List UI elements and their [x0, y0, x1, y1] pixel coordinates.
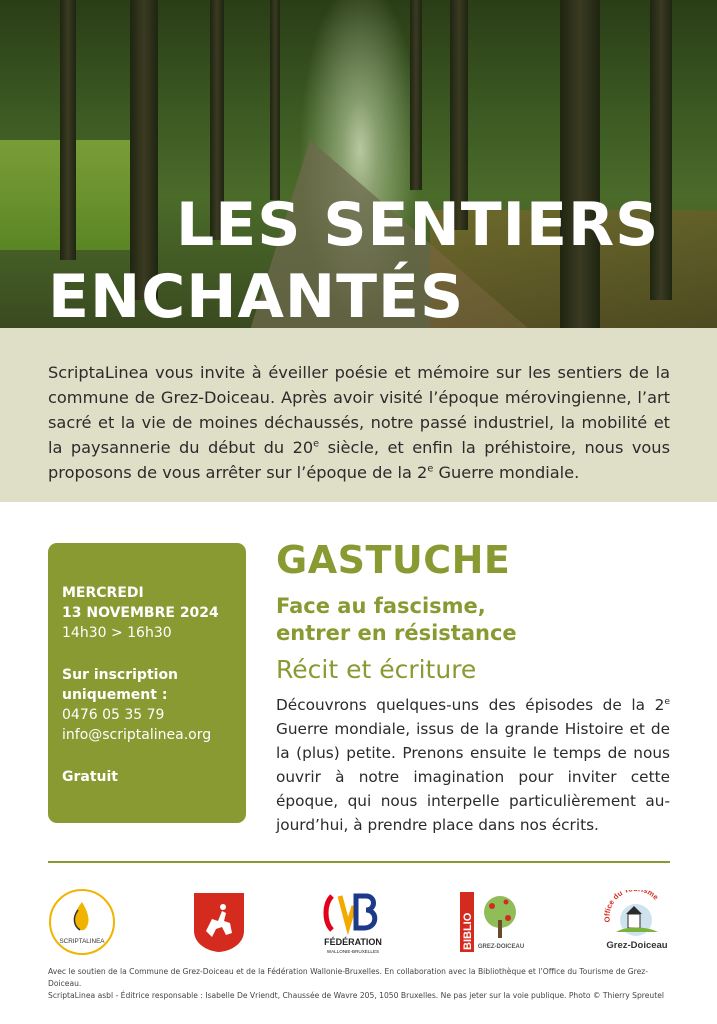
- tree-trunk: [60, 0, 76, 260]
- event-subtitle-line-1: Face au fascisme,: [276, 594, 486, 618]
- event-info-box: [48, 543, 246, 823]
- building-icon: [628, 914, 640, 928]
- footer-line-1: Avec le soutien de la Commune de Grez-Doiceau et de la Fédération Wallonie-Bruxelles. En collaboration avec la Bibliothèque et l’Office du Tourisme de Grez-Doiceau.: [48, 967, 648, 988]
- federation-logo-line-2: WALLONIE-BRUXELLES: [326, 949, 380, 954]
- desc-part2: Guerre mondiale, issus de la grande Histoire et de la (plus) petite. Prenons ensuite le temps de nous ouvrir à notre imagination pour inviter cette époque, qui nous interpelle particulièrement au-jourd’hui, à prendre place dans nos écrits.: [276, 720, 670, 834]
- price-label: Gratuit: [62, 769, 118, 785]
- tourisme-logo-name: Grez-Doiceau: [606, 940, 668, 951]
- event-description: [276, 693, 670, 837]
- hero-photo: [0, 0, 717, 328]
- grez-doiceau-coat-of-arms: [192, 891, 246, 953]
- divider: [48, 861, 670, 863]
- event-time: 14h30 > 16h30: [62, 625, 172, 641]
- desc-sup: e: [664, 695, 670, 707]
- intro-sup2: e: [427, 463, 434, 475]
- intro-text-part3: Guerre mondiale.: [433, 463, 580, 482]
- tourisme-logo-arc-text: Office du T sme: [602, 890, 661, 923]
- tree-trunk: [270, 0, 280, 200]
- intro-text: [48, 360, 670, 485]
- biblio-logo-text: BIBLIO: [462, 912, 474, 950]
- biblio-grez-doiceau-logo: [460, 890, 526, 956]
- event-format: Récit et écriture: [276, 655, 477, 684]
- tree-trunk: [560, 0, 600, 328]
- footer-line-2: ScriptaLinea asbl - Éditrice responsable : Isabelle De Vriendt, Chaussée de Wavre 205, 1050 Bruxelles. Ne pas jeter sur la voie publique. Photo © Thierry Spreutel: [48, 991, 665, 1000]
- intro-band: [0, 328, 717, 502]
- tree-trunk: [130, 0, 158, 300]
- event-day: MERCREDI: [62, 585, 144, 601]
- footer-credits: [48, 966, 670, 1002]
- federation-logo-line-1: FÉDÉRATION: [324, 937, 382, 947]
- title-line-2: ENCHANTÉS: [48, 262, 465, 328]
- intro-sup1: e: [313, 438, 320, 450]
- intro-text-part1: ScriptaLinea vous invite à éveiller poésie et mémoire sur les sentiers de la commune de Grez-Doiceau. Après avoir visité l’époque mérovingienne, l’art sacré et la vie de moines déchaussés, notre passé industriel, la mobilité et la paysannerie du début du 20: [48, 363, 670, 457]
- event-subtitle-line-2: entrer en résistance: [276, 621, 517, 645]
- phone-number[interactable]: 0476 05 35 79: [62, 707, 165, 723]
- tree-trunk: [410, 0, 422, 190]
- federation-wallonie-bruxelles-logo: [318, 890, 388, 956]
- desc-part1: Découvrons quelques-uns des épisodes de la 2: [276, 696, 665, 714]
- event-date: 13 NOVEMBRE 2024: [62, 605, 219, 621]
- registration-label-1: Sur inscription: [62, 667, 179, 683]
- event-subtitle: [276, 593, 676, 647]
- scriptalinea-logo-text: SCRIPTALINEA: [59, 938, 105, 945]
- biblio-logo-subtext: GREZ-DOICEAU: [477, 944, 525, 950]
- scriptalinea-logo: [48, 888, 116, 956]
- email-link[interactable]: info@scriptalinea.org: [62, 727, 212, 743]
- intro-text-part2: siècle, et enfin la préhistoire, nous vous proposons de vous arrêter sur l’époque de la 2: [48, 438, 670, 482]
- title-line-1: LES SENTIERS: [176, 190, 660, 260]
- registration-label-2: uniquement :: [62, 687, 168, 703]
- event-title: GASTUCHE: [276, 538, 511, 582]
- office-du-tourisme-logo: [602, 890, 672, 956]
